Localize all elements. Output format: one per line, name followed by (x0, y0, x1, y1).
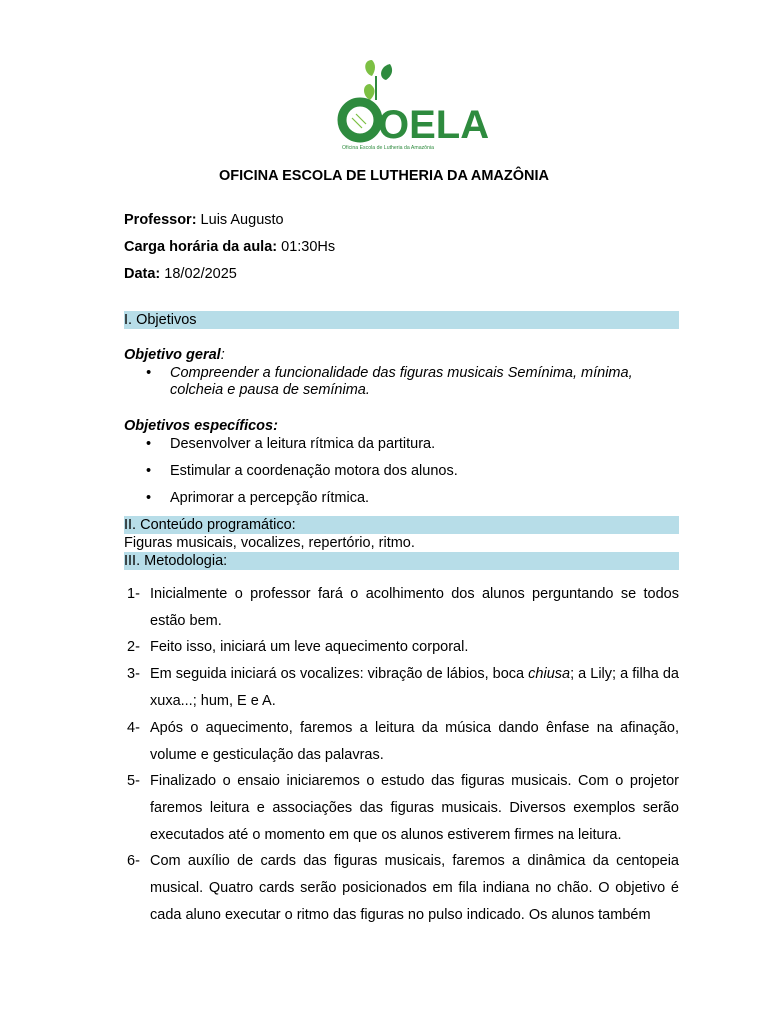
item-text: Após o aquecimento, faremos a leitura da música dando ênfase na afinação, volume e gesticulação das palavras. (150, 720, 679, 763)
item-number: 5- (127, 773, 140, 789)
section-objetivos: I. Objetivos (124, 311, 679, 329)
metodologia-item-3 (124, 661, 679, 715)
objetivo-geral-line2: colcheia e pausa de semínima. (170, 382, 370, 398)
professor-value: Luis Augusto (196, 212, 284, 228)
item-text-italic: chiusa (528, 666, 571, 682)
item-text: Inicialmente o professor fará o acolhimento dos alunos perguntando se todos estão bem. (150, 586, 679, 629)
document-title: OFICINA ESCOLA DE LUTHERIA DA AMAZÔNIA (219, 168, 549, 184)
metodologia-item-4 (124, 715, 679, 769)
item-text: Com auxílio de cards das figuras musicais, faremos a dinâmica da centopeia musical. Quatro cards serão posicionados em fila indiana no chão. O objetivo é cada aluno executar o ritmo das figuras no pulso indicado. Os alunos também (150, 853, 679, 923)
item-text (150, 661, 679, 715)
metodologia-item-1 (124, 581, 679, 635)
item-text-a: Em seguida iniciará os vocalizes: vibração de lábios, boca (150, 666, 529, 682)
data-field (124, 266, 237, 282)
bullet-icon: • (146, 436, 152, 452)
oela-logo (332, 54, 490, 154)
professor-field (124, 212, 284, 228)
conteudo-text: Figuras musicais, vocalizes, repertório, ritmo. (124, 535, 415, 551)
objetivo-geral-line1: Compreender a funcionalidade das figuras musicais Semínima, mínima, (170, 365, 633, 381)
section-metodologia: III. Metodologia: (124, 552, 679, 570)
item-number: 3- (127, 666, 140, 682)
item-text: Finalizado o ensaio iniciaremos o estudo das figuras musicais. Com o projetor faremos leitura e associações das figuras musicais. Diversos exemplos serão executados até o momento em que os alunos estiverem firmes na leitura. (150, 773, 679, 843)
objetivo-especifico-1: Desenvolver a leitura rítmica da partitura. (170, 436, 436, 452)
metodologia-item-2 (124, 634, 679, 661)
item-text-b: ; a Lily; a filha da xuxa...; hum, E e A. (150, 666, 679, 709)
professor-label: Professor: (124, 212, 197, 228)
objetivo-geral-colon: : (220, 347, 225, 363)
logo-graphic (332, 54, 490, 154)
data-label: Data: (124, 266, 161, 282)
carga-horaria-label: Carga horária da aula: (124, 239, 278, 255)
objetivo-especifico-2: Estimular a coordenação motora dos alunos. (170, 463, 458, 479)
objetivo-geral-heading (124, 347, 225, 363)
bullet-icon: • (146, 365, 152, 381)
item-number: 1- (127, 586, 140, 602)
objetivo-geral-label: Objetivo geral (124, 347, 221, 363)
logo-wordmark: OELA (378, 103, 490, 147)
item-number: 2- (127, 639, 140, 655)
bullet-icon: • (146, 490, 152, 506)
carga-horaria-field (124, 239, 335, 255)
carga-horaria-value: 01:30Hs (277, 239, 336, 255)
objetivos-especificos-heading: Objetivos específicos: (124, 418, 278, 434)
bullet-icon: • (146, 463, 152, 479)
objetivo-especifico-3: Aprimorar a percepção rítmica. (170, 490, 370, 506)
logo-tagline: Oficina Escola de Lutheria da Amazônia (342, 145, 434, 151)
metodologia-item-5 (124, 768, 679, 849)
metodologia-item-6 (124, 848, 679, 929)
data-value: 18/02/2025 (160, 266, 237, 282)
item-number: 6- (127, 853, 140, 869)
item-number: 4- (127, 720, 140, 736)
section-conteudo: II. Conteúdo programático: (124, 516, 679, 534)
item-text: Feito isso, iniciará um leve aquecimento corporal. (150, 639, 469, 655)
